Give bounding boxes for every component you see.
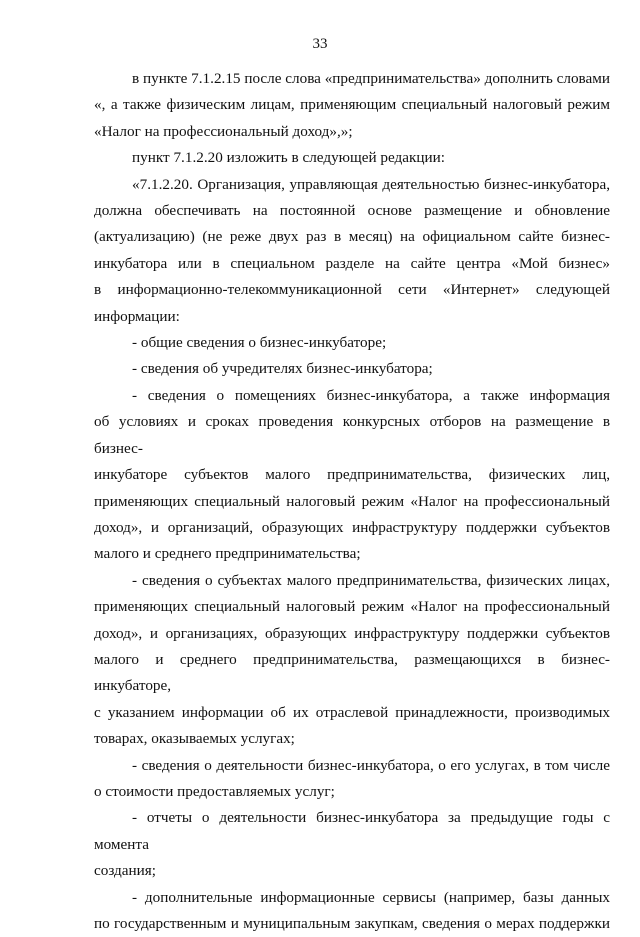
text-line: должна обеспечивать на постоянной основе размещение и обновление [94,202,610,220]
text-line: об условиях и сроках проведения конкурсных отборов на размещение в бизнес- [94,413,610,457]
text-line: малого и среднего предпринимательства, размещающихся в бизнес-инкубаторе, [94,650,610,695]
text-line: - сведения о деятельности бизнес-инкубатора, о его услугах, в том числе [132,756,610,774]
text-line: применяющих специальный налоговый режим «Налог на профессиональный [94,492,610,510]
text-line: - отчеты о деятельности бизнес-инкубатора за предыдущие годы с момента [94,809,610,853]
paragraph [94,330,610,356]
text-line: по государственным и муниципальным закупкам, сведения о мерах поддержки [94,915,610,932]
text-line: - общие сведения о бизнес-инкубаторе; [132,334,387,352]
text-line: доход», и организаций, образующих инфраструктуру поддержки субъектов [94,518,610,536]
text-line: малого и среднего предпринимательства; [94,545,361,563]
document-body [94,66,610,937]
text-line: в пункте 7.1.2.15 после слова «предпринимательства» дополнить словами [132,70,611,87]
text-line: информации: [94,307,180,325]
text-line: пункт 7.1.2.20 изложить в следующей редакции: [132,149,445,167]
paragraph [94,753,610,806]
paragraph [94,805,610,884]
paragraph [94,383,610,568]
text-line: инкубатора или в специальном разделе на сайте центра «Мой бизнес» [94,254,610,272]
text-line: с указанием информации об их отраслевой принадлежности, производимых [94,703,610,721]
paragraph [94,145,610,171]
text-line: применяющих специальный налоговый режим «Налог на профессиональный [94,598,610,616]
paragraph [94,885,610,937]
text-line: «, а также физическим лицам, применяющим специальный налоговый режим [94,96,610,114]
text-line: в информационно-телекоммуникационной сети «Интернет» следующей [94,281,610,299]
paragraph [94,66,610,145]
text-line: создания; [94,862,156,880]
paragraph [94,568,610,753]
paragraph [94,356,610,382]
text-line: о стоимости предоставляемых услуг; [94,782,335,800]
text-line: (актуализацию) (не реже двух раз в месяц) на официальном сайте бизнес- [94,228,610,246]
text-line: - сведения об учредителях бизнес-инкубатора; [132,360,433,378]
paragraph [94,172,610,330]
text-line: - сведения о субъектах малого предпринимательства, физических лицах, [132,571,610,589]
text-line: - сведения о помещениях бизнес-инкубатора, а также информация [132,386,610,404]
text-line: «7.1.2.20. Организация, управляющая деятельностью бизнес-инкубатора, [132,175,610,193]
text-line: инкубаторе субъектов малого предпринимательства, физических лиц, [94,466,610,484]
text-line: доход», и организациях, образующих инфраструктуру поддержки субъектов [94,624,610,642]
text-line: - дополнительные информационные сервисы (например, базы данных [132,888,610,906]
text-line: товарах, оказываемых услугах; [94,730,295,748]
page-number: 33 [312,36,328,52]
text-line: «Налог на профессиональный доход»,»; [94,122,353,140]
